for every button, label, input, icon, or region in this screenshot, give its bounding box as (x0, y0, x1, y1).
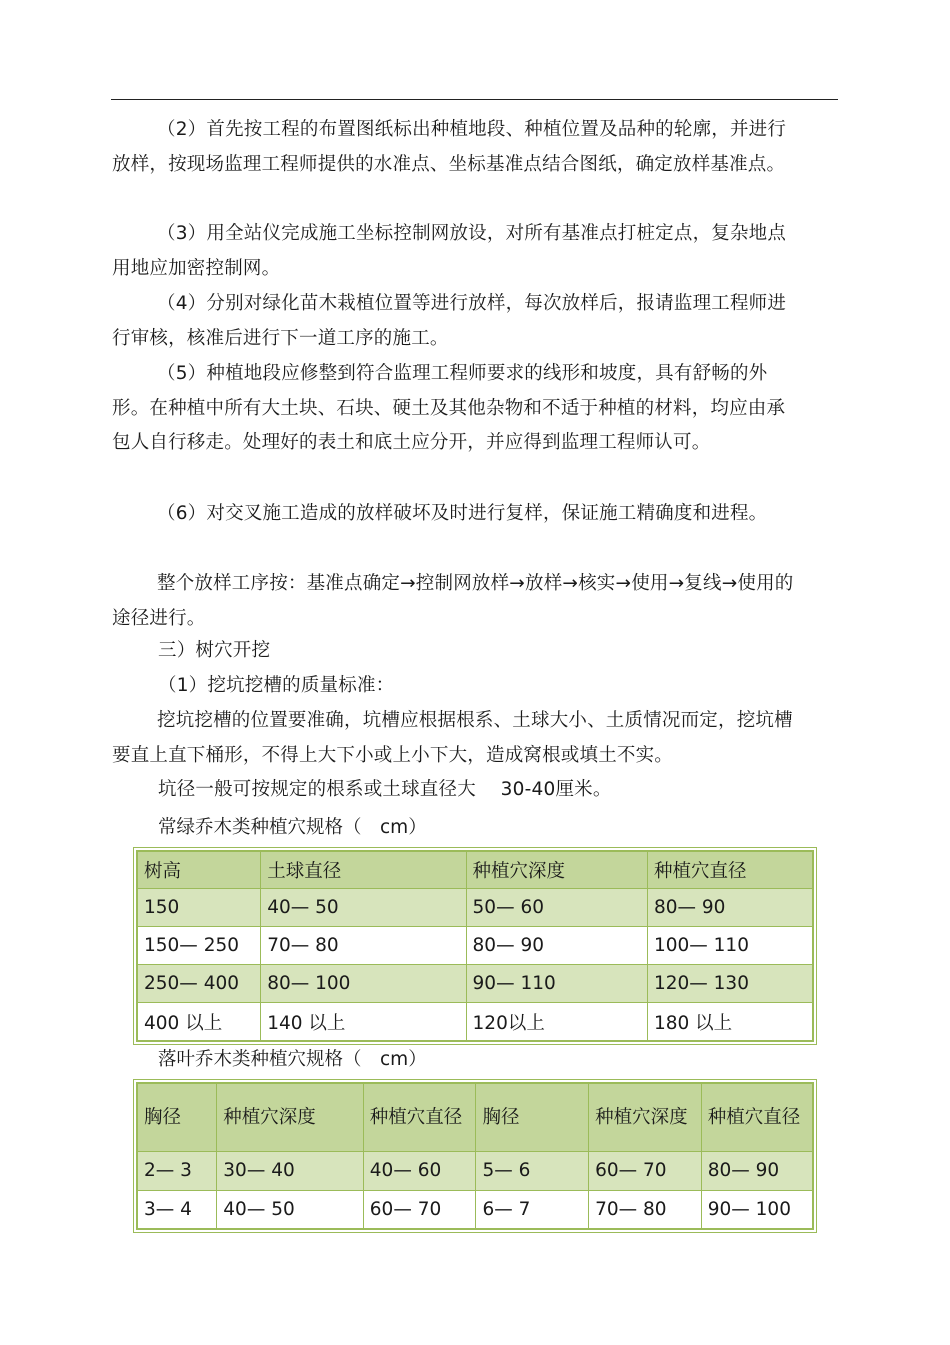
table-cell: 2— 3 (137, 1152, 217, 1191)
table-cell: 80— 90 (701, 1152, 813, 1191)
table-cell: 50— 60 (466, 889, 647, 927)
table-header-row (137, 851, 813, 889)
table-cell: 150— 250 (137, 927, 261, 965)
table-row (137, 1003, 813, 1042)
table-cell: 60— 70 (363, 1190, 476, 1229)
section-heading: 三）树穴开挖 (158, 640, 271, 661)
table-header: 种植穴深度 (217, 1083, 364, 1152)
table-row (137, 965, 813, 1003)
table-header: 胸径 (476, 1083, 589, 1152)
table-cell: 60— 70 (589, 1152, 702, 1191)
table-cell: 100— 110 (647, 927, 813, 965)
table-cell: 30— 40 (217, 1152, 364, 1191)
table-header: 树高 (137, 851, 261, 889)
table-cell: 40— 50 (217, 1190, 364, 1229)
table-row (137, 927, 813, 965)
table-cell: 90— 100 (701, 1190, 813, 1229)
table-header: 种植穴深度 (466, 851, 647, 889)
table-cell: 40— 60 (363, 1152, 476, 1191)
deciduous-table (136, 1082, 814, 1230)
table-header: 种植穴深度 (589, 1083, 702, 1152)
table-row (137, 1152, 813, 1191)
paragraph-2: （2）首先按工程的布置图纸标出种植地段、种植位置及品种的轮廓，并进行放样，按现场监理工程师提供的水准点、坐标基准点结合图纸，确定放样基准点。 (112, 119, 787, 175)
paragraph-diameter: 坑径一般可按规定的根系或土球直径大 30-40厘米。 (158, 779, 612, 800)
table-cell: 6— 7 (476, 1190, 589, 1229)
table-cell: 120以上 (466, 1003, 647, 1042)
subsection-heading: （1）挖坑挖槽的质量标准： (158, 675, 395, 696)
table-header: 胸径 (137, 1083, 217, 1152)
table-cell: 80— 90 (647, 889, 813, 927)
paragraph-3: （3）用全站仪完成施工坐标控制网放设，对所有基准点打桩定点，复杂地点用地应加密控制网。 (112, 223, 787, 279)
table-cell: 3— 4 (137, 1190, 217, 1229)
table-header: 种植穴直径 (647, 851, 813, 889)
paragraph-6: （6）对交叉施工造成的放样破坏及时进行复样，保证施工精确度和进程。 (157, 503, 768, 524)
table-cell: 40— 50 (261, 889, 466, 927)
table-cell: 150 (137, 889, 261, 927)
table-cell: 80— 100 (261, 965, 466, 1003)
table1-caption: 常绿乔木类种植穴规格（ cm） (158, 817, 427, 838)
paragraph-quality: 挖坑挖槽的位置要准确，坑槽应根据根系、土球大小、土质情况而定，挖坑槽要直上直下桶形，不得上大下小或上小下大，造成窝根或填土不实。 (112, 710, 793, 766)
table-cell: 400 以上 (137, 1003, 261, 1042)
table-header-row (137, 1083, 813, 1152)
table-cell: 80— 90 (466, 927, 647, 965)
paragraph-4: （4）分别对绿化苗木栽植位置等进行放样，每次放样后，报请监理工程师进行审核，核准后进行下一道工序的施工。 (112, 293, 787, 349)
table-row (137, 889, 813, 927)
table-cell: 250— 400 (137, 965, 261, 1003)
header-rule (111, 99, 838, 100)
table-cell: 70— 80 (261, 927, 466, 965)
table2-caption: 落叶乔木类种植穴规格（ cm） (158, 1049, 427, 1070)
table-cell: 70— 80 (589, 1190, 702, 1229)
table-cell: 120— 130 (647, 965, 813, 1003)
table-header: 种植穴直径 (701, 1083, 813, 1152)
table-cell: 180 以上 (647, 1003, 813, 1042)
table-cell: 5— 6 (476, 1152, 589, 1191)
paragraph-5: （5）种植地段应修整到符合监理工程师要求的线形和坡度，具有舒畅的外形。在种植中所有大土块、石块、硬土及其他杂物和不适于种植的材料，均应由承包人自行移走。处理好的表土和底土应分开，并应得到监理工程师认可。 (112, 363, 786, 453)
table-cell: 140 以上 (261, 1003, 466, 1042)
table-header: 种植穴直径 (363, 1083, 476, 1152)
table-cell: 90— 110 (466, 965, 647, 1003)
paragraph-sequence: 整个放样工序按：基准点确定→控制网放样→放样→核实→使用→复线→使用的途径进行。 (112, 573, 794, 629)
table-header: 土球直径 (261, 851, 466, 889)
table-row (137, 1190, 813, 1229)
evergreen-table (136, 850, 814, 1042)
